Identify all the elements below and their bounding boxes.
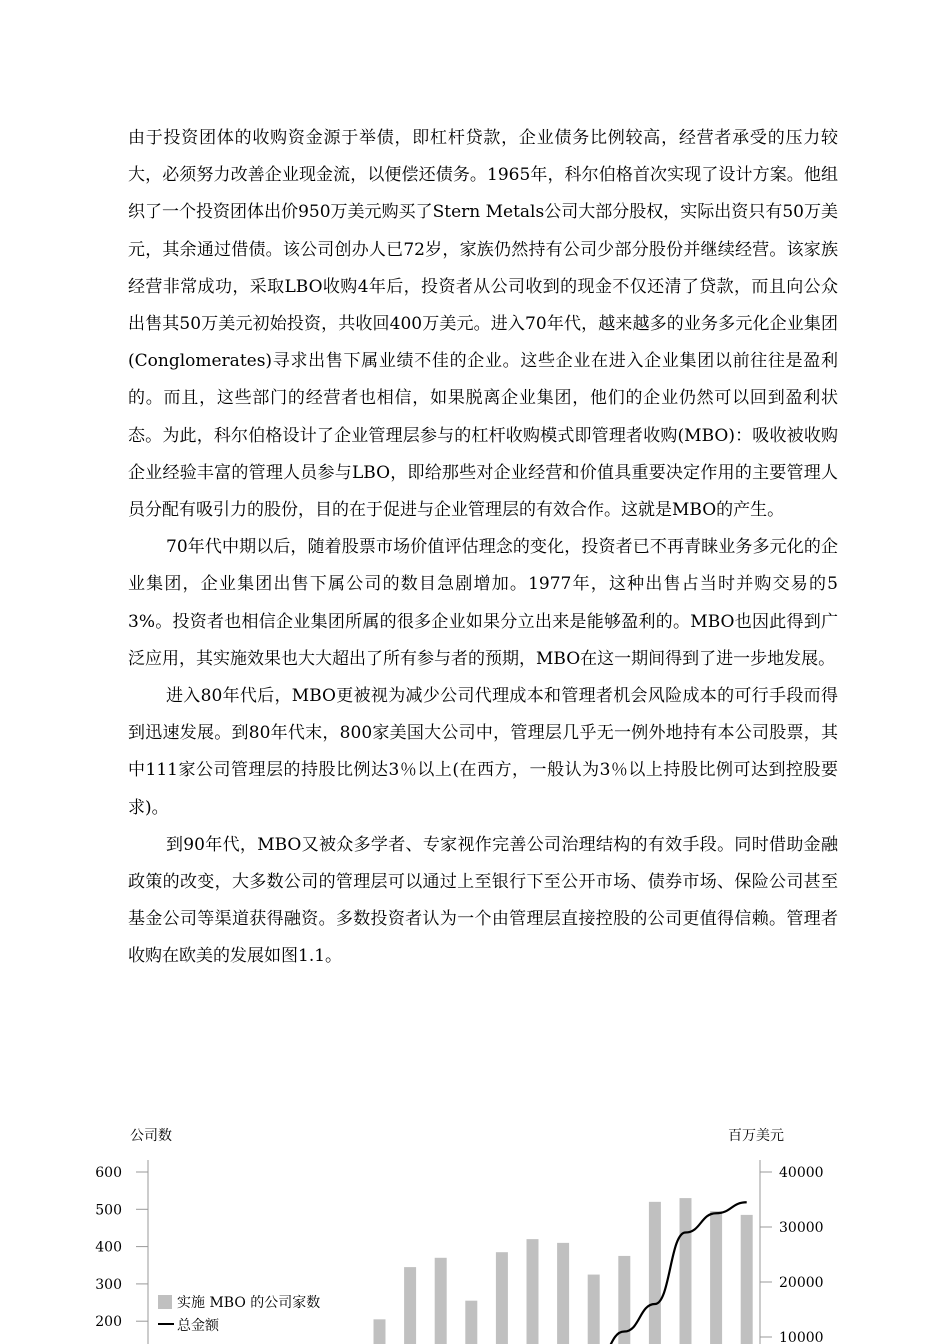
left-tick-label: 600 — [95, 1165, 122, 1181]
left-axis-title: 公司数 — [130, 1128, 172, 1144]
paragraph-2: 70年代中期以后，随着股票市场价值评估理念的变化，投资者已不再青睐业务多元化的企业集团，企业集团出售下属公司的数目急剧增加。1977年，这种出售占当时并购交易的53%。投资者也相信企业集团所属的很多企业如果分立出来是能够盈利的。MBO也因此得到广泛应用，其实施效果也大大超出了所有参与者的预期，MBO在这一期间得到了进一步地发展。 — [128, 537, 838, 669]
bar — [710, 1211, 722, 1344]
left-tick-label: 200 — [95, 1314, 122, 1331]
left-tick-label: 300 — [95, 1276, 122, 1293]
bar — [741, 1215, 753, 1344]
left-tick-label: 400 — [95, 1239, 122, 1256]
bar — [496, 1252, 508, 1344]
left-tick-label: 500 — [95, 1202, 122, 1219]
legend-swatch-bars — [158, 1295, 172, 1309]
bar — [588, 1275, 600, 1344]
paragraph-4: 到90年代，MBO又被众多学者、专家视作完善公司治理结构的有效手段。同时借助金融政策的改变，大多数公司的管理层可以通过上至银行下至公开市场、债券市场、保险公司甚至基金公司等渠道获得融资。多数投资者认为一个由管理层直接控股的公司更值得信赖。管理者收购在欧美的发展如图1.1。 — [128, 834, 838, 967]
body-text — [128, 120, 838, 976]
bar — [374, 1319, 386, 1344]
right-axis-title: 百万美元 — [728, 1128, 784, 1144]
right-tick-label: 40000 — [779, 1165, 824, 1181]
bar — [465, 1301, 477, 1344]
bar — [557, 1243, 569, 1344]
bar — [404, 1267, 416, 1344]
paragraph-1: 由于投资团体的收购资金源于举债，即杠杆贷款，企业债务比例较高，经营者承受的压力较大，必须努力改善企业现金流，以便偿还债务。1965年，科尔伯格首次实现了设计方案。他组织了一个投资团体出价950万美元购买了Stern Metals公司大部分股权，实际出资只有50万美元，其余通过借债。该公司创办人已72岁，家族仍然持有公司少部分股份并继续经营。该家族经营非常成功，采取LBO收购4年后，投资者从公司收到的现金不仅还清了贷款，而且向公众出售其50万美元初始投资，共收回400万美元。进入70年代，越来越多的业务多元化企业集团(Conglomerates)寻求出售下属业绩不佳的企业。这些企业在进入企业集团以前往往是盈利的。而且，这些部门的经营者也相信，如果脱离企业集团，他们的企业仍然可以回到盈利状态。为此，科尔伯格设计了企业管理层参与的杠杆收购模式即管理者收购(MBO)：吸收被收购企业经验丰富的管理人员参与LBO，即给那些对企业经营和价值具重要决定作用的主要管理人员分配有吸引力的股份，目的在于促进与企业管理层的有效合作。这就是MBO的产生。 — [128, 128, 838, 521]
bar — [435, 1258, 447, 1344]
legend-label-line: 总金额 — [177, 1318, 219, 1334]
right-tick-label: 30000 — [779, 1220, 824, 1236]
bar — [527, 1239, 539, 1344]
mbo-chart — [0, 1110, 950, 1344]
bar — [649, 1202, 661, 1344]
right-tick-label: 20000 — [779, 1275, 824, 1291]
paragraph-3: 进入80年代后，MBO更被视为减少公司代理成本和管理者机会风险成本的可行手段而得到迅速发展。到80年代末，800家美国大公司中，管理层几乎无一例外地持有本公司股票，其中111家公司管理层的持股比例达3％以上(在西方，一般认为3％以上持股比例可达到控股要求)。 — [128, 686, 838, 818]
legend-label-bars: 实施 MBO 的公司家数 — [177, 1295, 321, 1311]
right-tick-label: 10000 — [779, 1330, 824, 1344]
chart-svg — [0, 1110, 950, 1344]
bar — [680, 1198, 692, 1344]
